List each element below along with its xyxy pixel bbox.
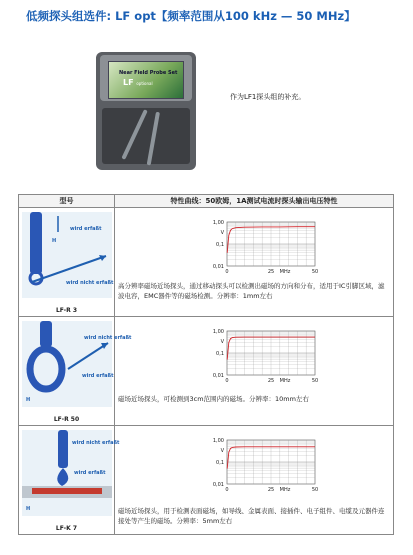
- table-row: [19, 317, 394, 426]
- probe-diagram-lf-k7: [22, 430, 120, 516]
- y-tick-label: 0,1: [216, 460, 224, 466]
- arrow-label-2a: wird nicht erfaßt: [84, 335, 132, 341]
- response-chart-lf-r3: [203, 216, 331, 278]
- vector-label-h2: H: [26, 397, 31, 403]
- case-lid: [100, 55, 192, 101]
- x-unit-label: MHz: [279, 487, 291, 493]
- vector-label-h1: H: [52, 238, 57, 244]
- y-tick-label: 0,1: [216, 351, 224, 357]
- vector-label-h3: H: [26, 506, 31, 512]
- probe-description: 高分辨率磁场近场探头，通过移动探头可以检测出磁场的方向和分布，适用于IC引脚区域，滤波电容，EMC器件等的磁场检测。分辨率：1mm左右: [118, 282, 385, 300]
- probe-diagram-svg: [22, 321, 132, 407]
- kit-label-model: [123, 78, 153, 87]
- kit-label: [108, 61, 184, 99]
- x-tick-label: 25: [267, 378, 275, 384]
- probe-description: 磁场近场探头，可检测到3cm范围内的磁场。分辨率：10mm左右: [118, 395, 309, 403]
- x-unit-label: MHz: [279, 269, 291, 275]
- model-name: LF-R 3: [55, 307, 78, 314]
- image-caption: 作为LF1探头组的补充。: [230, 93, 306, 101]
- x-tick-label: 50: [311, 269, 319, 275]
- y-tick-label: 1,00: [212, 329, 224, 335]
- case-tray: [102, 108, 190, 164]
- arrow-label-1b: wird nicht erfaßt: [66, 280, 114, 286]
- y-tick-label: 0,01: [212, 482, 224, 488]
- y-unit-label: V: [220, 448, 224, 454]
- characteristic-cell: [115, 317, 394, 426]
- model-name: LF-R 50: [53, 416, 80, 423]
- model-name: LF-K 7: [55, 525, 78, 532]
- y-tick-label: 0,01: [212, 373, 224, 379]
- table-row: [19, 426, 394, 535]
- response-chart-lf-k7: [203, 434, 331, 496]
- arrow-label-3b: wird erfaßt: [74, 470, 106, 476]
- spec-table: [18, 194, 394, 535]
- probe-image-cell: [19, 317, 132, 426]
- x-tick-label: 0: [225, 269, 229, 275]
- probe-diagram-lf-r3: [22, 212, 112, 298]
- y-unit-label: V: [220, 230, 224, 236]
- characteristic-cell: [115, 426, 394, 535]
- arrow-label-3a: wird nicht erfaßt: [72, 440, 120, 446]
- table-row: [19, 208, 394, 317]
- probe-kit-case-image: [96, 52, 196, 170]
- y-tick-label: 0,01: [212, 264, 224, 270]
- y-tick-label: 1,00: [212, 220, 224, 226]
- x-unit-label: MHz: [279, 378, 291, 384]
- probe-diagram-lf-r50: [22, 321, 132, 407]
- x-tick-label: 0: [225, 487, 229, 493]
- page-title: 低频探头组选件: LF opt【频率范围从100 kHz — 50 MHz】: [26, 9, 356, 23]
- probe-description: 磁场近场探头，用于检测表面磁场，如导线、金属表面、接插件、电子组件、电缆及元器件连接处等产生的磁场。分辨率：5mm左右: [118, 507, 385, 525]
- x-tick-label: 25: [267, 269, 275, 275]
- kit-label-title: Near Field Probe Set: [119, 70, 178, 76]
- probe-image-cell: [19, 208, 115, 317]
- kit-label-model-text: LF: [123, 78, 134, 87]
- probe-diagram-svg: [22, 212, 112, 298]
- response-chart-lf-r50: [203, 325, 331, 387]
- x-tick-label: 50: [311, 378, 319, 384]
- arrow-label-1a: wird erfaßt: [70, 226, 102, 232]
- header-model: 型号: [19, 195, 115, 208]
- x-tick-label: 0: [225, 378, 229, 384]
- y-tick-label: 1,00: [212, 438, 224, 444]
- probe-image-cell: [19, 426, 120, 535]
- y-unit-label: V: [220, 339, 224, 345]
- characteristic-cell: [115, 208, 394, 317]
- y-tick-label: 0,1: [216, 242, 224, 248]
- kit-label-sub: optional: [136, 81, 153, 86]
- x-tick-label: 25: [267, 487, 275, 493]
- header-characteristic: 特性曲线：50欧姆，1A测试电流时探头输出电压特性: [115, 195, 394, 208]
- probe-diagram-svg: [22, 430, 120, 516]
- x-tick-label: 50: [311, 487, 319, 493]
- table-header-row: [19, 195, 394, 208]
- arrow-label-2b: wird erfaßt: [82, 373, 114, 379]
